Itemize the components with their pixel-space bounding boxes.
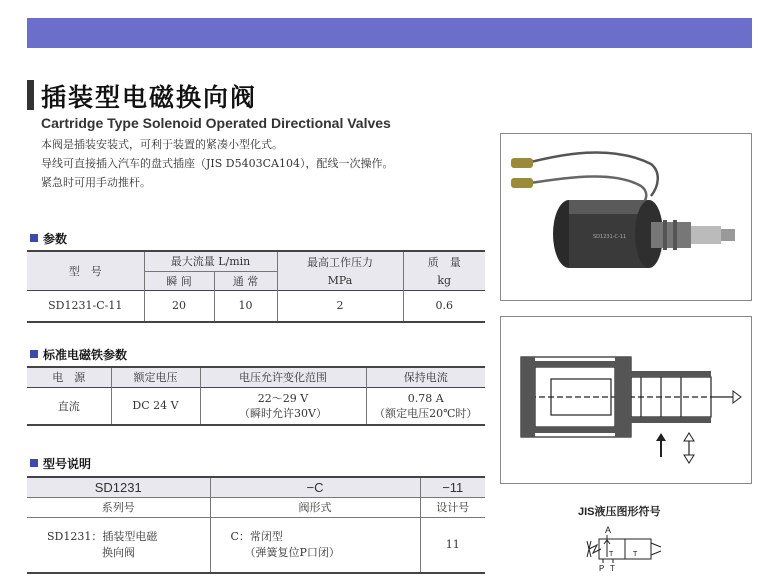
params-pressure-cell: 2 (277, 290, 403, 322)
model-code-type: −C (210, 477, 420, 497)
magnet-table (27, 366, 485, 426)
description-line: 紧急时可用手动推杆。 (41, 176, 151, 189)
params-table (27, 250, 485, 323)
params-model-cell: SD1231-C-11 (27, 290, 144, 322)
magnet-range-cell: 22～29 V （瞬时允许30V） (200, 387, 366, 425)
params-normal-cell: 10 (214, 290, 277, 322)
model-label-type: 阀形式 (210, 497, 420, 517)
jis-symbol-label: JIS液压图形符号 (578, 506, 661, 518)
model-code-series: SD1231 (27, 477, 210, 497)
jis-hydraulic-symbol (585, 523, 665, 573)
title-accent-bar (27, 80, 34, 110)
params-flow-instant-header: 瞬 间 (144, 271, 214, 290)
magnet-current-header: 保持电流 (403, 371, 448, 385)
magnet-voltage-header: 额定电压 (111, 367, 200, 387)
port-t-label: T (610, 564, 615, 573)
port-p-label: P (599, 564, 605, 573)
section-model-heading: 型号说明 (30, 455, 91, 472)
section-magnet-heading: 标准电磁铁参数 (30, 346, 127, 363)
magnet-voltage-cell: DC 24 V (111, 387, 200, 425)
section-params-heading: 参数 (30, 230, 67, 247)
model-desc-series: SD1231：插装型电磁 换向阀 (27, 517, 210, 573)
symbol-pos2-t: T (633, 551, 638, 558)
page-title: 插装型电磁换向阀 (41, 83, 258, 112)
model-table (27, 476, 485, 574)
port-a-label: A (605, 525, 612, 535)
valve-photo-illustration (501, 134, 751, 300)
params-pressure-header: 最高工作压力 (277, 251, 403, 271)
params-flow-header: 最大流量 L/min (144, 251, 277, 271)
section-bullet-icon (30, 459, 38, 467)
section-bullet-icon (30, 234, 38, 242)
model-desc-design: 11 (445, 538, 460, 552)
params-mass-unit: kg (437, 273, 452, 287)
params-mass-cell: 0.6 (435, 299, 453, 313)
params-pressure-unit: MPa (277, 271, 403, 290)
magnet-range-header: 电压允许变化范围 (200, 367, 366, 387)
symbol-pos1-t: T (609, 551, 614, 558)
description-line: 本阀是插装安装式，可利于装置的紧凑小型化式。 (41, 138, 283, 151)
description-line: 导线可直接插入汽车的盘式插座（JIS D5403CA104），配线一次操作。 (41, 157, 394, 170)
model-desc-type: C：常闭型 （弹簧复位P口闭） (210, 517, 420, 573)
description (41, 135, 393, 192)
params-flow-normal-header: 通 常 (214, 271, 277, 290)
valve-section-drawing (501, 317, 751, 483)
magnet-power-header: 电 源 (27, 367, 111, 387)
top-banner (27, 18, 752, 48)
magnet-current-cell: 0.78 A （额定电压20℃时） (374, 391, 478, 420)
page-subtitle: Cartridge Type Solenoid Operated Directional Valves (41, 115, 391, 131)
magnet-power-cell: 直流 (27, 387, 111, 425)
cross-section-diagram (500, 316, 752, 484)
product-photo (500, 133, 752, 301)
model-label-design: 设计号 (436, 501, 470, 514)
model-code-design: −11 (442, 479, 464, 495)
params-mass-header: 质 量 (427, 255, 461, 269)
svg-text:SD1231-C-11: SD1231-C-11 (593, 234, 627, 240)
model-label-series: 系列号 (27, 497, 210, 517)
params-model-header: 型 号 (27, 251, 144, 290)
params-instant-cell: 20 (144, 290, 214, 322)
section-bullet-icon (30, 350, 38, 358)
